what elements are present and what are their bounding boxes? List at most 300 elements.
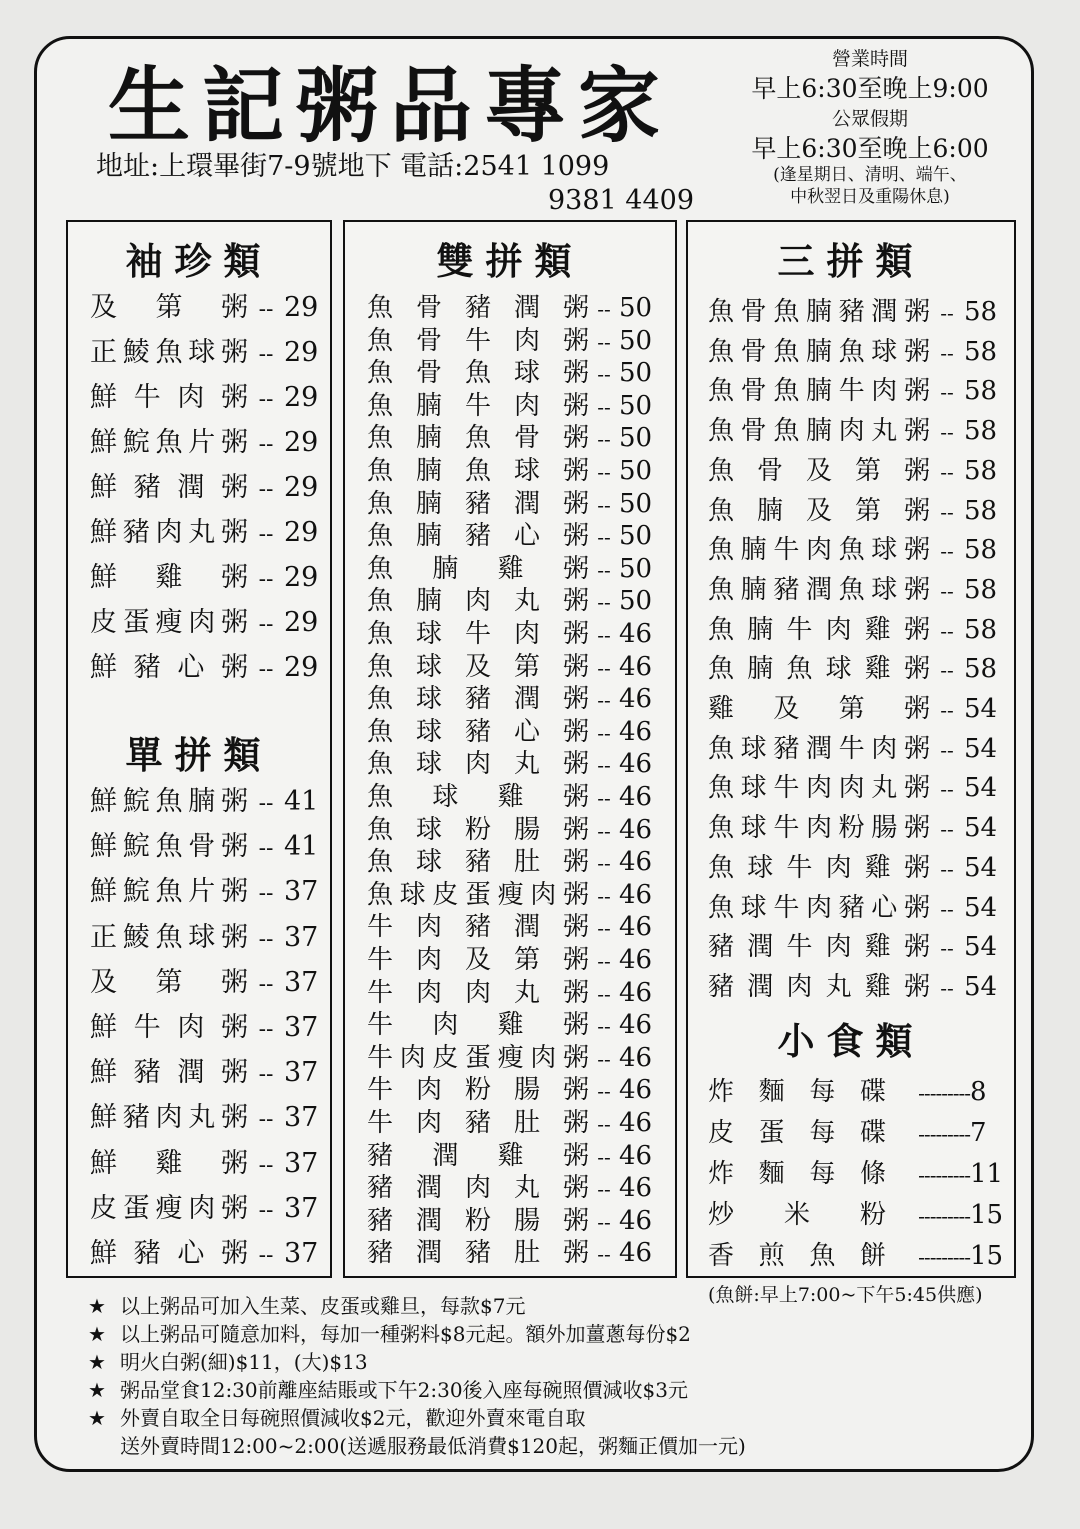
menu-item-price: 46: [619, 684, 653, 715]
menu-item-char: 粥: [221, 517, 248, 548]
menu-item-char: 粉: [859, 1200, 886, 1230]
menu-item-char: 魚: [367, 423, 394, 454]
menu-item-char: 魚: [708, 813, 735, 844]
menu-item: [367, 1237, 652, 1270]
menu-item-char: 魚: [367, 749, 394, 780]
menu-item-char: 鯪: [122, 337, 150, 368]
menu-item-char: 粥: [903, 336, 930, 367]
menu-item-price: 46: [619, 1075, 653, 1106]
price-leader: --: [940, 856, 954, 881]
menu-item-name: [708, 770, 930, 806]
menu-item-price: 50: [619, 586, 653, 617]
menu-item-char: 魚: [155, 337, 183, 368]
menu-item-char: 魚: [367, 521, 394, 552]
menu-item-char: 腸: [871, 813, 898, 844]
menu-item-name: [367, 520, 589, 552]
menu-item: [90, 288, 318, 330]
price-leader: --: [258, 1107, 274, 1133]
menu-item-char: 粥: [562, 423, 589, 454]
menu-item-char: 球: [740, 773, 767, 804]
price-leader: --: [940, 896, 954, 921]
menu-item-char: 豬: [464, 521, 491, 552]
menu-item-char: 粥: [221, 562, 248, 593]
menu-item-name: [90, 468, 248, 508]
menu-item-price: 58: [964, 416, 998, 447]
menu-item-char: 鯇: [122, 427, 150, 458]
menu-item-name: [708, 532, 930, 568]
menu-item: [708, 731, 997, 768]
menu-item-char: 骨: [740, 336, 767, 367]
menu-item-char: 腩: [415, 390, 442, 421]
price-leader: ---------: [918, 1245, 970, 1269]
menu-item-char: 潤: [513, 912, 540, 943]
menu-item-char: 鮮: [90, 1238, 117, 1269]
menu-item-name: [708, 453, 930, 489]
menu-item-name: [367, 651, 589, 683]
menu-item-name: [90, 288, 248, 328]
price-leader: --: [597, 1177, 611, 1202]
menu-item: [708, 1238, 1003, 1275]
menu-item-char: 粥: [220, 1057, 248, 1089]
menu-item-char: 丸: [871, 773, 898, 804]
section-title: 雙拼類: [436, 239, 584, 283]
menu-item-char: 粥: [562, 1010, 589, 1041]
menu-item-char: 鮮: [90, 1147, 117, 1179]
menu-item-char: 鮮: [90, 1012, 117, 1043]
menu-item-char: 粥: [562, 782, 589, 812]
menu-item-char: 粥: [562, 619, 589, 649]
menu-item-name: [90, 782, 248, 822]
menu-item-price: 46: [619, 1108, 653, 1138]
menu-item-char: 鮮: [90, 472, 117, 503]
menu-item-name: [90, 648, 248, 688]
menu-item-char: 粉: [464, 1205, 491, 1236]
menu-item-char: 鯪: [122, 921, 150, 953]
menu-item-char: 鮮: [90, 652, 117, 683]
menu-item-char: 丸: [825, 971, 852, 1002]
note-item: [88, 1292, 746, 1320]
menu-item-char: 粥: [221, 966, 248, 998]
menu-item-price: 58: [964, 574, 998, 605]
menu-item-name: [367, 357, 589, 389]
menu-item-char: 及: [90, 966, 117, 998]
menu-item-char: 粥: [903, 852, 930, 883]
menu-item-char: 魚: [708, 376, 735, 407]
menu-item-char: 肚: [513, 1238, 540, 1269]
menu-item-char: 粥: [562, 325, 589, 356]
menu-item-char: 皮: [708, 1118, 735, 1148]
menu-item-char: 魚: [367, 879, 394, 910]
menu-item-char: 魚: [367, 847, 394, 878]
menu-item-char: 潤: [513, 488, 540, 519]
menu-item-char: 球: [871, 574, 898, 605]
menu-item-name: [367, 455, 589, 487]
menu-item-name: [708, 691, 930, 727]
menu-item: [367, 748, 652, 781]
price-leader: --: [258, 1152, 274, 1178]
menu-item-name: [367, 911, 589, 943]
menu-item-char: 牛: [838, 376, 865, 407]
menu-item: [708, 493, 997, 530]
menu-item-char: 魚: [367, 488, 394, 519]
menu-item-char: 肉: [155, 517, 183, 548]
menu-item: [708, 969, 997, 1006]
menu-item-char: 正: [90, 921, 117, 953]
menu-item-name: [367, 585, 589, 617]
menu-item-char: 牛: [773, 892, 800, 923]
menu-item-char: 球: [415, 651, 442, 682]
menu-item-char: 魚: [155, 427, 183, 458]
menu-item-name: [90, 423, 248, 463]
menu-item-char: 牛: [367, 945, 394, 975]
menu-item: [367, 944, 652, 977]
menu-item-char: 魚: [464, 358, 491, 389]
price-leader: --: [597, 590, 611, 615]
price-leader: --: [940, 737, 954, 762]
menu-item-char: 雞: [155, 1147, 183, 1179]
menu-item-price: 15: [970, 1200, 1004, 1230]
note-text: 以上粥品可隨意加料，每加一種粥料$8元起。額外加薑蔥每份$2: [120, 1322, 691, 1346]
menu-item-char: 每: [809, 1077, 836, 1107]
menu-item-char: 球: [188, 921, 216, 953]
menu-item-char: 粥: [220, 472, 248, 503]
menu-item-name: [367, 814, 589, 846]
menu-item: [708, 770, 997, 807]
menu-item-char: 第: [155, 292, 183, 323]
menu-item-char: 骨: [415, 358, 442, 389]
menu-item-name: [367, 292, 589, 324]
price-leader: --: [597, 427, 611, 452]
menu-item-char: 片: [188, 427, 216, 458]
menu-item-char: 鮮: [90, 876, 117, 908]
price-leader: --: [597, 362, 611, 387]
price-leader: --: [258, 1017, 274, 1042]
menu-item-price: 46: [619, 814, 653, 845]
menu-item: [367, 781, 652, 814]
menu-item-char: 粥: [221, 292, 248, 323]
menu-item-char: 球: [871, 336, 898, 367]
menu-item-char: 牛: [367, 977, 394, 1008]
menu-item-char: 每: [809, 1159, 836, 1189]
menu-item: [90, 1098, 318, 1140]
menu-item-char: 魚: [367, 782, 394, 812]
menu-item: [90, 648, 318, 690]
price-leader: --: [258, 881, 274, 907]
menu-item-char: 魚: [708, 852, 735, 883]
menu-item-char: 蛋: [758, 1118, 785, 1148]
menu-item-char: 鯇: [122, 831, 150, 863]
menu-item-char: 每: [809, 1118, 836, 1148]
menu-item-char: 球: [740, 733, 767, 764]
menu-item-name: [90, 1053, 248, 1093]
menu-item: [708, 850, 997, 887]
price-leader: --: [258, 567, 274, 592]
menu-item-char: 粥: [562, 1205, 589, 1236]
menu-item: [367, 814, 652, 847]
menu-item-char: 肉: [188, 1192, 216, 1224]
menu-item-char: 粥: [903, 495, 930, 526]
menu-item-char: 腩: [805, 376, 832, 407]
menu-item: [708, 572, 997, 609]
menu-item-char: 香: [708, 1241, 735, 1271]
fish-cake-note: (魚餅:早上7:00~下午5:45供應): [708, 1284, 983, 1306]
menu-item-char: 腸: [513, 1205, 540, 1236]
phone-1: 2541 1099: [463, 151, 610, 182]
menu-item-char: 粥: [221, 786, 248, 817]
menu-item-price: 54: [964, 694, 998, 724]
menu-item-name: [90, 827, 248, 867]
menu-item-char: 粥: [562, 358, 589, 389]
menu-item-char: 粥: [221, 337, 248, 368]
menu-item-char: 豬: [464, 847, 491, 878]
price-leader: --: [597, 688, 611, 713]
menu-item-price: 46: [619, 619, 653, 649]
menu-item-char: 球: [415, 716, 442, 747]
menu-item-char: 腩: [415, 488, 442, 519]
menu-item: [90, 1189, 318, 1231]
menu-item-char: 粥: [562, 521, 589, 552]
menu-item-name: [367, 846, 589, 878]
menu-item-char: 瘦: [155, 1192, 183, 1224]
menu-item-char: 炸: [708, 1159, 735, 1189]
menu-item-price: 8: [970, 1077, 987, 1107]
menu-item-char: 豬: [464, 488, 491, 519]
price-leader: --: [597, 297, 611, 321]
menu-item-name: [367, 1074, 589, 1106]
menu-item: [708, 373, 997, 410]
menu-item-char: 腩: [415, 521, 442, 552]
menu-item-name: [708, 373, 930, 409]
menu-item-name: [708, 1115, 886, 1151]
menu-item-char: 鮮: [90, 786, 117, 817]
menu-item-char: 腩: [415, 586, 442, 617]
menu-item-char: 第: [513, 945, 540, 975]
price-leader: --: [597, 1209, 611, 1234]
menu-item-char: 潤: [747, 971, 774, 1002]
price-leader: --: [940, 459, 954, 484]
menu-item-char: 心: [871, 892, 898, 923]
menu-item-char: 魚: [367, 325, 394, 356]
menu-item: [367, 488, 652, 521]
price-leader: --: [940, 301, 954, 325]
menu-item-char: 腩: [747, 614, 774, 645]
menu-item-name: [708, 1074, 886, 1110]
price-leader: --: [597, 492, 611, 517]
menu-item-price: 58: [964, 654, 998, 685]
menu-item-price: 50: [619, 488, 653, 519]
menu-item-char: 粥: [903, 971, 930, 1002]
menu-item-char: 肉: [432, 1010, 459, 1041]
menu-item-char: 球: [740, 892, 767, 923]
menu-item-char: 粥: [562, 684, 589, 715]
price-leader: ---------: [918, 1204, 970, 1228]
menu-item-price: 37: [284, 1102, 319, 1134]
menu-item-char: 雞: [864, 971, 891, 1002]
menu-item-char: 豬: [838, 297, 865, 327]
menu-item-char: 肉: [464, 586, 491, 617]
menu-item-char: 雞: [497, 1140, 524, 1171]
menu-item: [367, 879, 652, 912]
menu-item-char: 肉: [825, 852, 852, 883]
price-leader: --: [597, 1079, 611, 1104]
menu-item-char: 豬: [464, 1238, 491, 1269]
menu-item-name: [367, 879, 589, 911]
menu-item-price: 37: [284, 876, 319, 908]
star-icon: ★: [88, 1406, 106, 1430]
menu-item-char: 粥: [220, 1012, 248, 1043]
menu-item-char: 雞: [497, 782, 524, 812]
menu-item-name: [708, 572, 930, 608]
note-item: [88, 1376, 746, 1404]
menu-item: [708, 532, 997, 569]
menu-item-price: 41: [284, 786, 319, 817]
menu-item-char: 麵: [758, 1077, 785, 1107]
menu-item-char: 潤: [177, 472, 205, 503]
menu-item-price: 29: [284, 472, 319, 503]
menu-item-char: 粥: [562, 716, 589, 747]
menu-item-name: [90, 1144, 248, 1184]
price-leader: --: [258, 791, 274, 816]
menu-item-price: 37: [284, 1012, 319, 1043]
menu-item: [90, 1053, 318, 1095]
menu-item-char: 潤: [747, 932, 774, 963]
menu-item-name: [708, 1156, 886, 1192]
menu-item-name: [90, 558, 248, 598]
price-leader: --: [258, 387, 274, 412]
menu-item-price: 58: [964, 336, 998, 367]
menu-item-char: 炒: [708, 1200, 735, 1230]
menu-item: [708, 929, 997, 966]
menu-item-char: 粉: [464, 1075, 491, 1106]
menu-item-char: 腩: [740, 535, 767, 566]
price-leader: --: [258, 432, 274, 457]
menu-item-char: 魚: [708, 455, 735, 486]
menu-item-name: [367, 390, 589, 422]
menu-item-char: 第: [854, 455, 881, 486]
menu-item-char: 腩: [805, 416, 832, 447]
menu-item-char: 肉: [464, 1173, 491, 1204]
phone-label: 電話:: [400, 151, 464, 182]
menu-item-price: 50: [619, 390, 653, 421]
menu-item-char: 正: [90, 337, 117, 368]
price-leader: ---------: [918, 1122, 970, 1146]
menu-item-char: 魚: [708, 733, 735, 764]
menu-item: [708, 1115, 987, 1152]
menu-item-char: 碟: [859, 1077, 886, 1107]
menu-item-name: [367, 325, 589, 357]
menu-item-char: 心: [513, 521, 540, 552]
menu-item-char: 粥: [562, 1075, 589, 1106]
menu-item-char: 肉: [838, 773, 865, 804]
menu-item-char: 肉: [415, 912, 442, 943]
price-leader: --: [597, 1242, 611, 1267]
menu-item-name: [90, 513, 248, 553]
menu-item-char: 球: [415, 684, 442, 715]
opening-hours: [720, 44, 1020, 208]
price-leader: --: [940, 499, 954, 524]
menu-item: [367, 1042, 652, 1075]
menu-item-char: 第: [513, 651, 540, 682]
menu-item: [367, 1140, 652, 1173]
menu-item: [90, 918, 318, 960]
price-leader: --: [258, 1062, 274, 1088]
menu-item-price: 41: [284, 831, 319, 863]
menu-item-char: 魚: [773, 336, 800, 367]
menu-item-char: 腩: [805, 336, 832, 367]
menu-item-char: 粥: [903, 416, 930, 447]
menu-item-char: 粥: [221, 921, 248, 953]
menu-item-char: 肉: [415, 977, 442, 1008]
menu-item: [367, 520, 652, 553]
star-icon: ★: [88, 1350, 106, 1374]
menu-item-char: 雞: [155, 562, 183, 593]
menu-item-char: 蛋: [464, 879, 491, 910]
menu-item-price: 29: [284, 562, 319, 593]
menu-item-price: 29: [284, 517, 319, 548]
menu-item-price: 46: [619, 879, 653, 910]
menu-item-name: [367, 781, 589, 813]
menu-item-char: 第: [854, 495, 881, 526]
menu-item-price: 37: [284, 1192, 319, 1224]
menu-item-price: 50: [619, 456, 653, 486]
price-leader: --: [258, 1197, 274, 1223]
menu-item-name: [367, 553, 589, 585]
menu-item-char: 豬: [367, 1205, 394, 1236]
menu-item-name: [367, 1205, 589, 1237]
menu-item-price: 46: [619, 651, 653, 682]
menu-item-char: 粉: [838, 813, 865, 844]
menu-item-char: 豬: [773, 574, 800, 605]
menu-item-char: 牛: [367, 1042, 394, 1073]
menu-item-char: 豬: [122, 1102, 150, 1134]
menu-item-char: 肉: [825, 932, 852, 963]
menu-item-char: 牛: [786, 614, 813, 645]
price-leader: --: [940, 420, 954, 445]
menu-item: [90, 603, 318, 645]
menu-item-char: 肉: [871, 733, 898, 764]
menu-column-middle: [343, 220, 677, 1278]
menu-item-char: 球: [415, 847, 442, 878]
menu-item-char: 丸: [513, 977, 540, 1008]
menu-item-char: 豬: [133, 652, 161, 683]
menu-item: [90, 513, 318, 555]
menu-item-char: 粥: [220, 652, 248, 683]
menu-item-char: 皮: [432, 879, 459, 910]
menu-item-price: 7: [970, 1118, 987, 1148]
menu-item-char: 粥: [562, 456, 589, 486]
price-leader: --: [597, 1144, 611, 1169]
menu-item-char: 鯇: [122, 786, 150, 817]
menu-item-char: 魚: [155, 921, 183, 953]
menu-item-char: 魚: [786, 654, 813, 685]
price-leader: --: [940, 618, 954, 643]
menu-item: [90, 423, 318, 465]
menu-item-char: 腸: [513, 1075, 540, 1106]
price-leader: --: [940, 539, 954, 564]
menu-item-char: 肉: [805, 773, 832, 804]
menu-item: [367, 553, 652, 586]
menu-item-price: 58: [964, 455, 998, 486]
price-leader: --: [597, 525, 611, 550]
menu-item-char: 肉: [805, 892, 832, 923]
menu-item-char: 雞: [864, 614, 891, 645]
menu-item: [708, 413, 997, 450]
menu-item: [708, 810, 997, 847]
menu-item-char: 粥: [562, 586, 589, 617]
section-title: 單拼類: [125, 733, 273, 777]
menu-item-char: 骨: [756, 455, 783, 486]
menu-item-char: 粥: [903, 574, 930, 605]
